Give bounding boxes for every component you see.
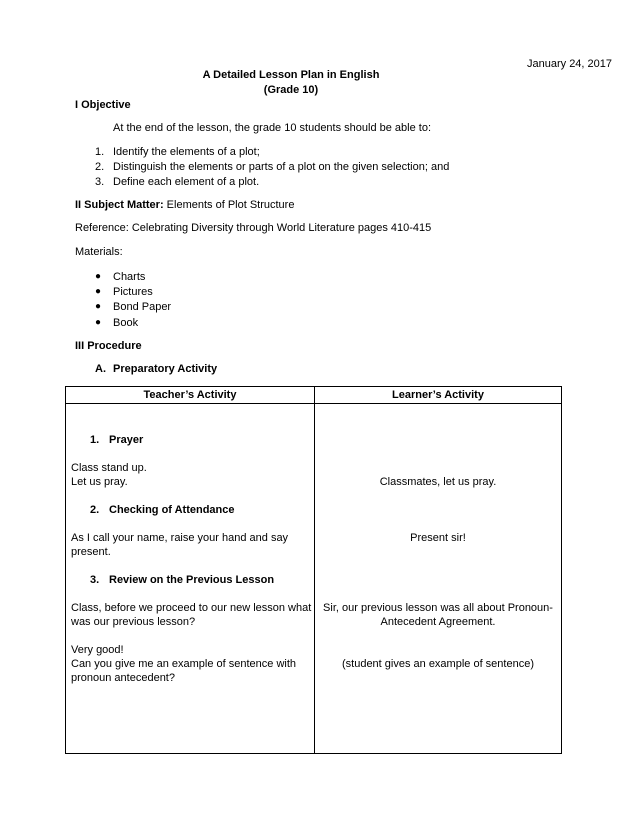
objective-intro: At the end of the lesson, the grade 10 students should be able to: [113,122,432,134]
procedure-subheading: Preparatory Activity [113,363,218,375]
teacher-text: present. [71,546,111,558]
learner-text: Classmates, let us pray. [379,476,497,488]
subject-matter [75,199,294,211]
learner-activity-cell [315,404,562,754]
attendance-heading: Checking of Attendance [109,504,235,516]
reference: Reference: Celebrating Diversity through World Literature pages 410-415 [75,222,432,234]
objective-heading: I Objective [75,99,131,111]
subject-matter-label: II Subject Matter: [75,199,164,211]
list-item: Book [113,317,139,329]
teacher-text: Class, before we proceed to our new lesson what [71,602,312,614]
review-heading: Review on the Previous Lesson [109,574,275,586]
table-header-row [66,387,562,404]
list-item: Identify the elements of a plot; [113,146,260,158]
materials-label: Materials: [75,246,123,258]
title-line-1: A Detailed Lesson Plan in English [202,69,380,81]
bullet-icon: ● [95,301,102,312]
teacher-text: Very good! [71,644,124,656]
teacher-text: pronoun antecedent? [71,672,175,684]
list-item: Pictures [113,286,153,298]
list-item: Define each element of a plot. [113,176,260,188]
bullet-icon: ● [95,286,102,297]
list-item-number: 3. [95,176,105,188]
learner-column-header: Learner’s Activity [315,387,562,404]
teacher-text: Can you give me an example of sentence with [71,658,297,670]
list-item: Distinguish the elements or parts of a plot on the given selection; and [113,161,450,173]
activity-table [65,386,562,754]
bullet-icon: ● [95,271,102,282]
learner-text: (student gives an example of sentence) [341,658,534,670]
teacher-text: Let us pray. [71,476,128,488]
list-item-number: 2. [95,161,105,173]
teacher-activity-cell [66,404,315,754]
procedure-subheading-letter: A. [95,363,106,375]
list-item: Charts [113,271,146,283]
teacher-text: Class stand up. [71,462,147,474]
procedure-heading: III Procedure [75,340,142,352]
bullet-icon: ● [95,317,102,328]
teacher-column-header: Teacher’s Activity [66,387,315,404]
list-item-number: 1. [95,146,105,158]
learner-text: Present sir! [410,532,466,544]
prayer-heading: Prayer [109,434,144,446]
table-row [66,404,562,754]
review-number: 3. [90,574,100,586]
subject-matter-value: Elements of Plot Structure [163,199,295,211]
learner-text: Antecedent Agreement. [380,616,496,628]
learner-text: Sir, our previous lesson was all about Pronoun- [323,602,553,614]
list-item: Bond Paper [113,301,172,313]
teacher-text: was our previous lesson? [71,616,196,628]
date: January 24, 2017 [527,58,613,70]
prayer-number: 1. [90,434,100,446]
title-line-2: (Grade 10) [263,84,319,96]
teacher-text: As I call your name, raise your hand and say [71,532,289,544]
attendance-number: 2. [90,504,100,516]
